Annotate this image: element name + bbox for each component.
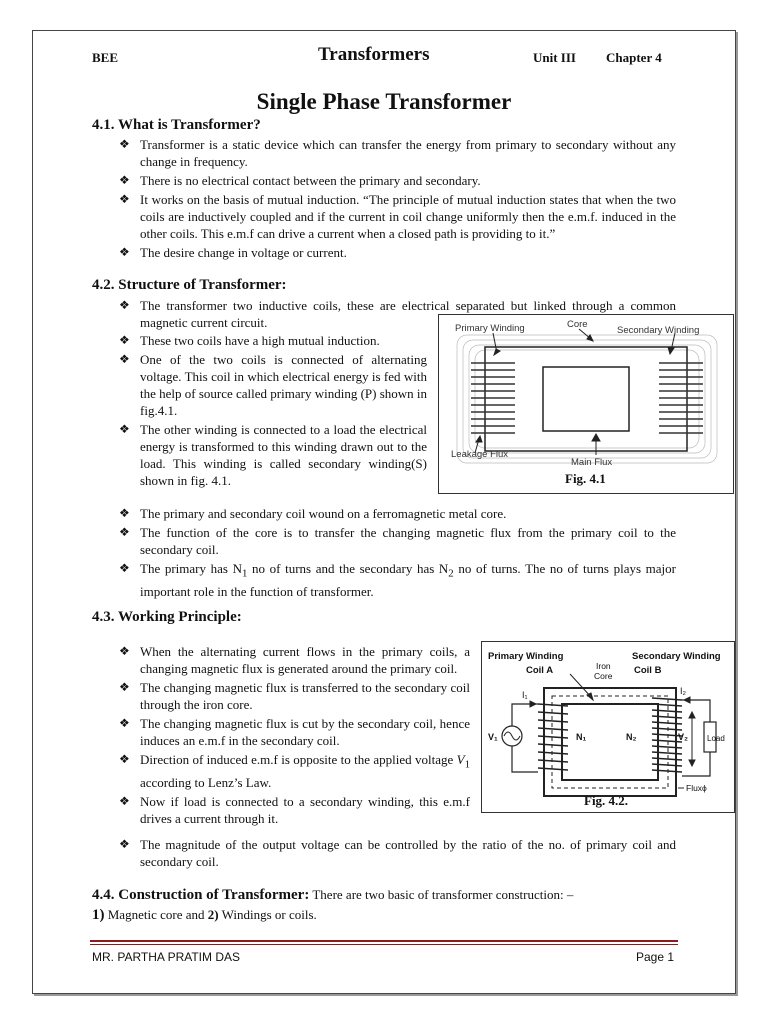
section-4-2-heading: 4.2. Structure of Transformer: [92, 277, 287, 293]
figure-4-2-caption: Fig. 4.2. [584, 793, 629, 808]
figure-4-2-diagram [482, 642, 736, 814]
label-n1: N₁ [576, 732, 587, 742]
list-item: ❖ Now if load is connected to a secondary winding, this e.m.f drives a current through it. [113, 793, 470, 827]
label-secondary-winding: Secondary Winding [617, 325, 700, 336]
list-item: ❖ The magnitude of the output voltage can be controlled by the ratio of the no. of primary coil and secondary coil. [113, 836, 676, 870]
label-iron: Iron [596, 661, 611, 671]
lenz-text-post: according to Lenz’s Law. [140, 774, 272, 790]
label-flux: Fluxϕ [686, 783, 707, 793]
lenz-voltage-symbol: V [456, 752, 465, 767]
footer-page-number: Page 1 [636, 950, 675, 964]
section-4-1-list [113, 136, 676, 263]
label-main-flux: Main Flux [571, 457, 613, 468]
turns-sub-1: 1 [241, 567, 248, 580]
section-4-3-list-wide [113, 836, 676, 872]
label-i2: I₂ [680, 686, 686, 696]
turns-text-post: no of turns. The no of turns plays major important role in the function of transformer. [140, 561, 676, 599]
core-window [543, 367, 629, 431]
ac-source-wave [504, 732, 520, 740]
list-item: ❖ The other winding is connected to a load the electrical energy is transformed to this winding drawn out to the load. This winding is called secondary winding(S) shown in fig. 4.1. [113, 421, 427, 489]
list-item: ❖ There is no electrical contact between the primary and secondary. [113, 172, 676, 189]
figure-4-1 [438, 314, 734, 494]
secondary-winding-coils [659, 363, 703, 433]
page-title: Single Phase Transformer [256, 89, 512, 114]
list-item: ❖ The function of the core is to transfer the changing magnetic flux from the primary coil to the secondary coil. [113, 524, 676, 558]
turns-sub-2: 2 [448, 567, 454, 580]
list-item: ❖ The transformer two inductive coils, these are electrical separated but linked through a common magnetic current circuit. [113, 297, 676, 331]
footer-rule [90, 940, 678, 945]
header-unit: Unit III [533, 50, 576, 65]
label-v2: V₂ [678, 732, 689, 742]
section-4-4-num-2: 2) [207, 907, 219, 922]
header-title: Transformers [318, 44, 430, 65]
primary-circuit [512, 704, 538, 772]
label-secondary-winding: Secondary Winding [632, 651, 721, 662]
label-primary-winding: Primary Winding [488, 651, 564, 662]
list-item [113, 560, 676, 600]
list-item: ❖ These two coils have a high mutual induction. [113, 332, 427, 349]
core-outer [485, 347, 687, 451]
label-i1: I₁ [522, 690, 528, 700]
list-item: ❖ Transformer is a static device which can transfer the energy from primary to secondary without any change in frequency. [113, 136, 676, 170]
section-4-4-num-1: 1) [92, 907, 105, 923]
primary-winding-coils [471, 363, 515, 433]
iron-core-inner [562, 704, 658, 780]
footer-author: MR. PARTHA PRATIM DAS [92, 950, 241, 964]
section-4-4-paragraph [92, 885, 678, 925]
list-item: ❖ The desire change in voltage or current. [113, 244, 676, 261]
list-item: ❖ The changing magnetic flux is cut by the secondary coil, hence induces an e.m.f in the secondary coil. [113, 715, 470, 749]
figure-4-1-diagram [439, 315, 735, 495]
label-core: Core [594, 671, 613, 681]
label-load: Load [707, 734, 725, 743]
list-item: ❖ It works on the basis of mutual induction. “The principle of mutual induction states that when the two coils are inductively coupled and if the current in coil change uniformly then the e.m.f. induced in the other coils. This e.m.f can drive a current when a closed path is providing to it.” [113, 191, 676, 242]
coil-a-turns [538, 704, 568, 770]
header-chapter: Chapter 4 [606, 50, 662, 65]
list-item: ❖ One of the two coils is connected of alternating voltage. This coil in which electrical energy is fed with the help of source called primary winding (P) shown in fig.4.1. [113, 351, 427, 419]
list-item: ❖ The changing magnetic flux is transferred to the secondary coil through the iron core. [113, 679, 470, 713]
label-primary-winding: Primary Winding [455, 323, 525, 334]
list-item: ❖ The primary and secondary coil wound on a ferromagnetic metal core. [113, 505, 676, 522]
figure-4-1-caption: Fig. 4.1 [565, 471, 606, 486]
section-4-3-heading: 4.3. Working Principle: [92, 609, 242, 625]
section-4-4-text-3: Windings or coils. [218, 907, 317, 922]
list-item [113, 751, 470, 791]
section-4-3-list-narrow [113, 643, 470, 829]
label-coil-a: Coil A [526, 665, 554, 676]
flux-path [552, 696, 668, 788]
section-4-4-text-2: Magnetic core and [104, 907, 208, 922]
section-4-4-text-1: There are two basic of transformer construction: – [309, 887, 574, 902]
label-core: Core [567, 319, 588, 330]
section-4-2-list-bottom [113, 505, 676, 602]
section-4-1-heading: 4.1. What is Transformer? [92, 117, 261, 133]
label-coil-b: Coil B [634, 665, 662, 676]
turns-text-pre: The primary has N [140, 561, 242, 576]
lenz-text-pre: Direction of induced e.m.f is opposite to the applied voltage [140, 752, 457, 767]
figure-4-2 [481, 641, 735, 813]
section-4-4-heading: 4.4. Construction of Transformer: [92, 887, 310, 903]
turns-text-mid: no of turns and the secondary has N [247, 561, 449, 576]
section-4-2-list-narrow [113, 332, 427, 491]
list-item: ❖ When the alternating current flows in the primary coils, a changing magnetic flux is generated around the primary coil. [113, 643, 470, 677]
label-v1: V₁ [488, 732, 498, 742]
figure-arrows [475, 329, 675, 455]
header-subject: BEE [92, 50, 119, 65]
label-leakage-flux: Leakage Flux [451, 449, 509, 460]
lenz-voltage-sub: 1 [464, 758, 470, 771]
label-n2: N₂ [626, 732, 637, 742]
